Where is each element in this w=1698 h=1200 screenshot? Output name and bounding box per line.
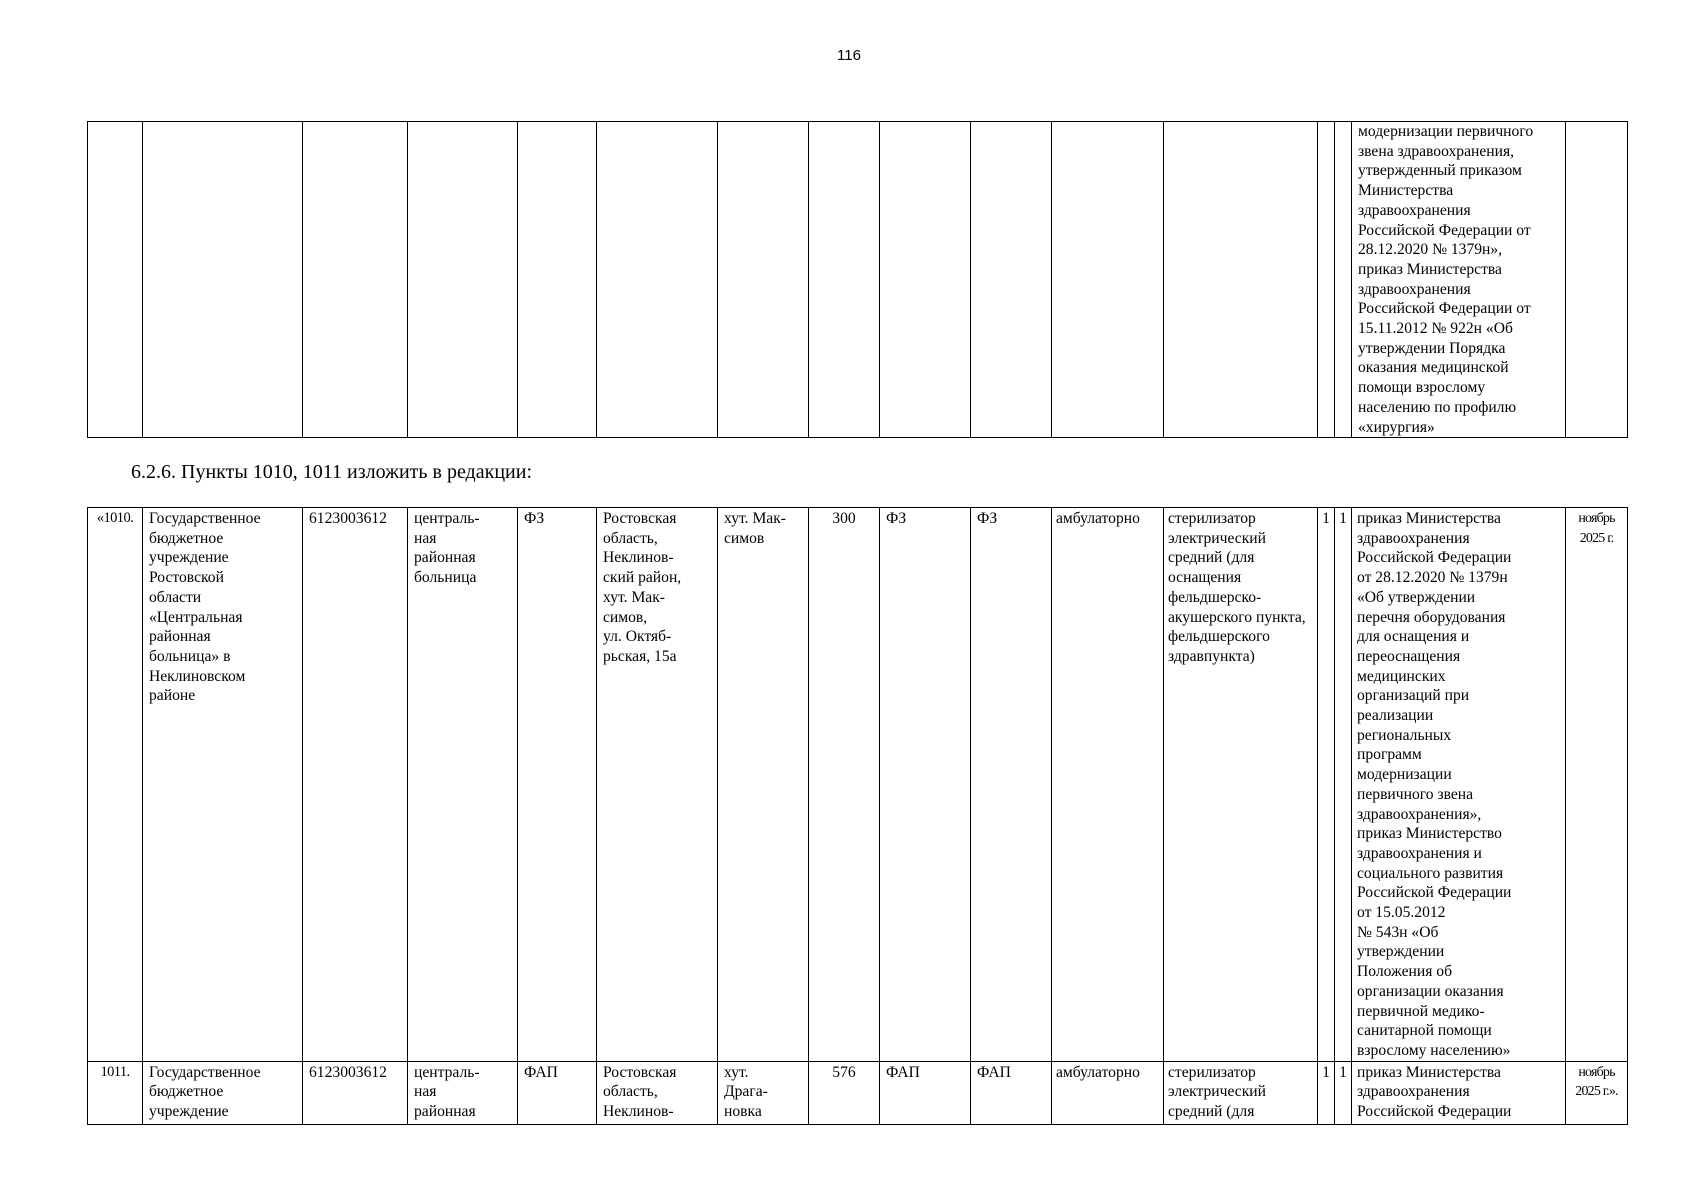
unit-type-1: ФЗ (880, 508, 971, 1062)
empty-cell (1566, 122, 1628, 438)
empty-cell (1318, 122, 1335, 438)
continuation-row (88, 122, 1628, 438)
empty-cell (1164, 122, 1318, 438)
equipment: стерилизатор электрический средний (для оснащения фельдшерско- акушерского пункта, фельдшерского здравпункта) (1164, 508, 1318, 1062)
empty-cell (718, 122, 809, 438)
unit-type-2: ФАП (971, 1061, 1052, 1124)
empty-cell (143, 122, 303, 438)
inn: 6123003612 (303, 1061, 408, 1124)
page-number: 116 (837, 47, 861, 64)
empty-cell (1052, 122, 1164, 438)
inn: 6123003612 (303, 508, 408, 1062)
table-row (88, 1061, 1628, 1124)
population: 576 (809, 1061, 880, 1124)
organization-name: Государственное бюджетное учреждение (143, 1061, 303, 1124)
section-heading: 6.2.6. Пункты 1010, 1011 изложить в редакции: (131, 461, 532, 483)
legal-basis: приказ Министерства здравоохранения Российской Федерации от 28.12.2020 № 1379н «Об утверждении перечня оборудования для оснащения и переоснащения медицинских организаций при реализации региональных программ модернизации первичного звена здравоохранения», приказ Министерство здравоохранения и социального развития Российской Федерации от 15.05.2012 № 543н «Об утверждении Положения об организации оказания первичной медико- санитарной помощи взрослому населению» (1352, 508, 1566, 1062)
unit-type-2: ФЗ (971, 508, 1052, 1062)
empty-cell (880, 122, 971, 438)
empty-cell (971, 122, 1052, 438)
quantity-2: 1 (1335, 1061, 1352, 1124)
organization-name: Государственное бюджетное учреждение Ростовской области «Центральная районная больница» в Неклиновском районе (143, 508, 303, 1062)
settlement: хут. Мак- симов (718, 508, 809, 1062)
population: 300 (809, 508, 880, 1062)
quantity-1: 1 (1318, 508, 1335, 1062)
unit: ФЗ (518, 508, 597, 1062)
empty-cell (408, 122, 518, 438)
deadline: ноябрь 2025 г. (1566, 508, 1628, 1062)
address: Ростовская область, Неклинов- (597, 1061, 718, 1124)
table-row (88, 508, 1628, 1062)
unit: ФАП (518, 1061, 597, 1124)
facility-type: централь- ная районная больница (408, 508, 518, 1062)
settlement: хут. Драга- новка (718, 1061, 809, 1124)
empty-cell (88, 122, 143, 438)
equipment: стерилизатор электрический средний (для (1164, 1061, 1318, 1124)
row-number: «1010. (88, 508, 143, 1062)
facility-type: централь- ная районная (408, 1061, 518, 1124)
continuation-table (87, 121, 1628, 438)
empty-cell (518, 122, 597, 438)
empty-cell (809, 122, 880, 438)
unit-type-1: ФАП (880, 1061, 971, 1124)
legal-basis: приказ Министерства здравоохранения Российской Федерации (1352, 1061, 1566, 1124)
quantity-2: 1 (1335, 508, 1352, 1062)
law-cell: модернизации первичного звена здравоохранения, утвержденный приказом Министерства здравоохранения Российской Федерации от 28.12.2020 № 1379н», приказ Министерства здравоохранения Российской Федерации от 15.11.2012 № 922н «Об утверждении Порядка оказания медицинской помощи взрослому населению по профилю «хирургия» (1352, 122, 1566, 438)
address: Ростовская область, Неклинов- ский район, хут. Мак- симов, ул. Октяб- рьская, 15а (597, 508, 718, 1062)
items-table (87, 507, 1628, 1125)
deadline: ноябрь 2025 г.». (1566, 1061, 1628, 1124)
care-form: амбулаторно (1052, 508, 1164, 1062)
row-number: 1011. (88, 1061, 143, 1124)
care-form: амбулаторно (1052, 1061, 1164, 1124)
quantity-1: 1 (1318, 1061, 1335, 1124)
empty-cell (303, 122, 408, 438)
empty-cell (597, 122, 718, 438)
empty-cell (1335, 122, 1352, 438)
